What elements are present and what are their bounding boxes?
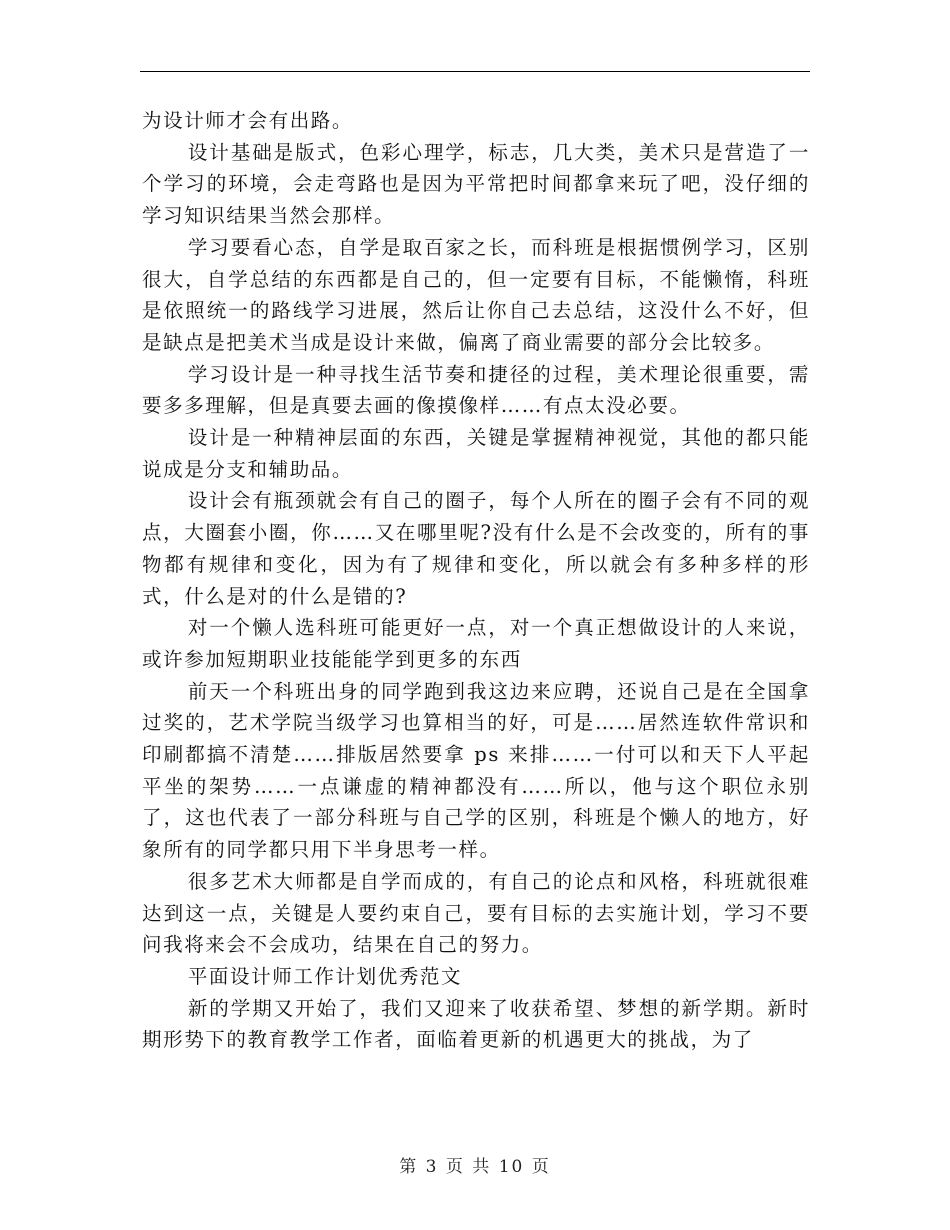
- page-number: 第 3 页 共 10 页: [399, 1157, 551, 1177]
- paragraph: 很多艺术大师都是自学而成的，有自己的论点和风格，科班就很难达到这一点，关键是人要约束自己，要有目标的去实施计划，学习不要问我将来会不会成功，结果在自己的努力。: [142, 869, 810, 957]
- paragraph: 设计会有瓶颈就会有自己的圈子，每个人所在的圈子会有不同的观点，大圈套小圈，你……又在哪里呢?没有什么是不会改变的，所有的事物都有规律和变化，因为有了规律和变化，所以就会有多种多样的形式，什么是对的什么是错的?: [142, 489, 810, 608]
- paragraph: 前天一个科班出身的同学跑到我这边来应聘，还说自己是在全国拿过奖的，艺术学院当级学习也算相当的好，可是……居然连软件常识和印刷都搞不清楚……排版居然要拿 ps 来排……一付可以和天下人平起平坐的架势……一点谦虚的精神都没有……所以，他与这个职位永别了，这也代表了一部分科班与自己学的区别，科班是个懒人的地方，好象所有的同学都只用下半身思考一样。: [142, 679, 810, 862]
- document-body: [142, 105, 810, 1056]
- paragraph: 设计基础是版式，色彩心理学，标志，几大类，美术只是营造了一个学习的环境，会走弯路也是因为平常把时间都拿来玩了吧，没仔细的学习知识结果当然会那样。: [142, 140, 810, 228]
- paragraph: 新的学期又开始了，我们又迎来了收获希望、梦想的新学期。新时期形势下的教育教学工作者，面临着更新的机遇更大的挑战，为了: [142, 996, 810, 1052]
- section-heading: 平面设计师工作计划优秀范文: [187, 964, 463, 988]
- paragraph: 学习要看心态，自学是取百家之长，而科班是根据惯例学习，区别很大，自学总结的东西都是自己的，但一定要有目标，不能懒惰，科班是依照统一的路线学习进展，然后让你自己去总结，这没什么不好，但是缺点是把美术当成是设计来做，偏离了商业需要的部分会比较多。: [142, 235, 810, 354]
- header-rule: [140, 71, 810, 72]
- paragraph: 对一个懒人选科班可能更好一点，对一个真正想做设计的人来说，或许参加短期职业技能能学到更多的东西: [142, 616, 810, 671]
- paragraph: 为设计师才会有出路。: [142, 109, 354, 132]
- paragraph: 学习设计是一种寻找生活节奏和捷径的过程，美术理论很重要，需要多多理解，但是真要去画的像摸像样……有点太没必要。: [142, 362, 810, 418]
- paragraph: 设计是一种精神层面的东西，关键是掌握精神视觉，其他的都只能说成是分支和辅助品。: [142, 426, 810, 481]
